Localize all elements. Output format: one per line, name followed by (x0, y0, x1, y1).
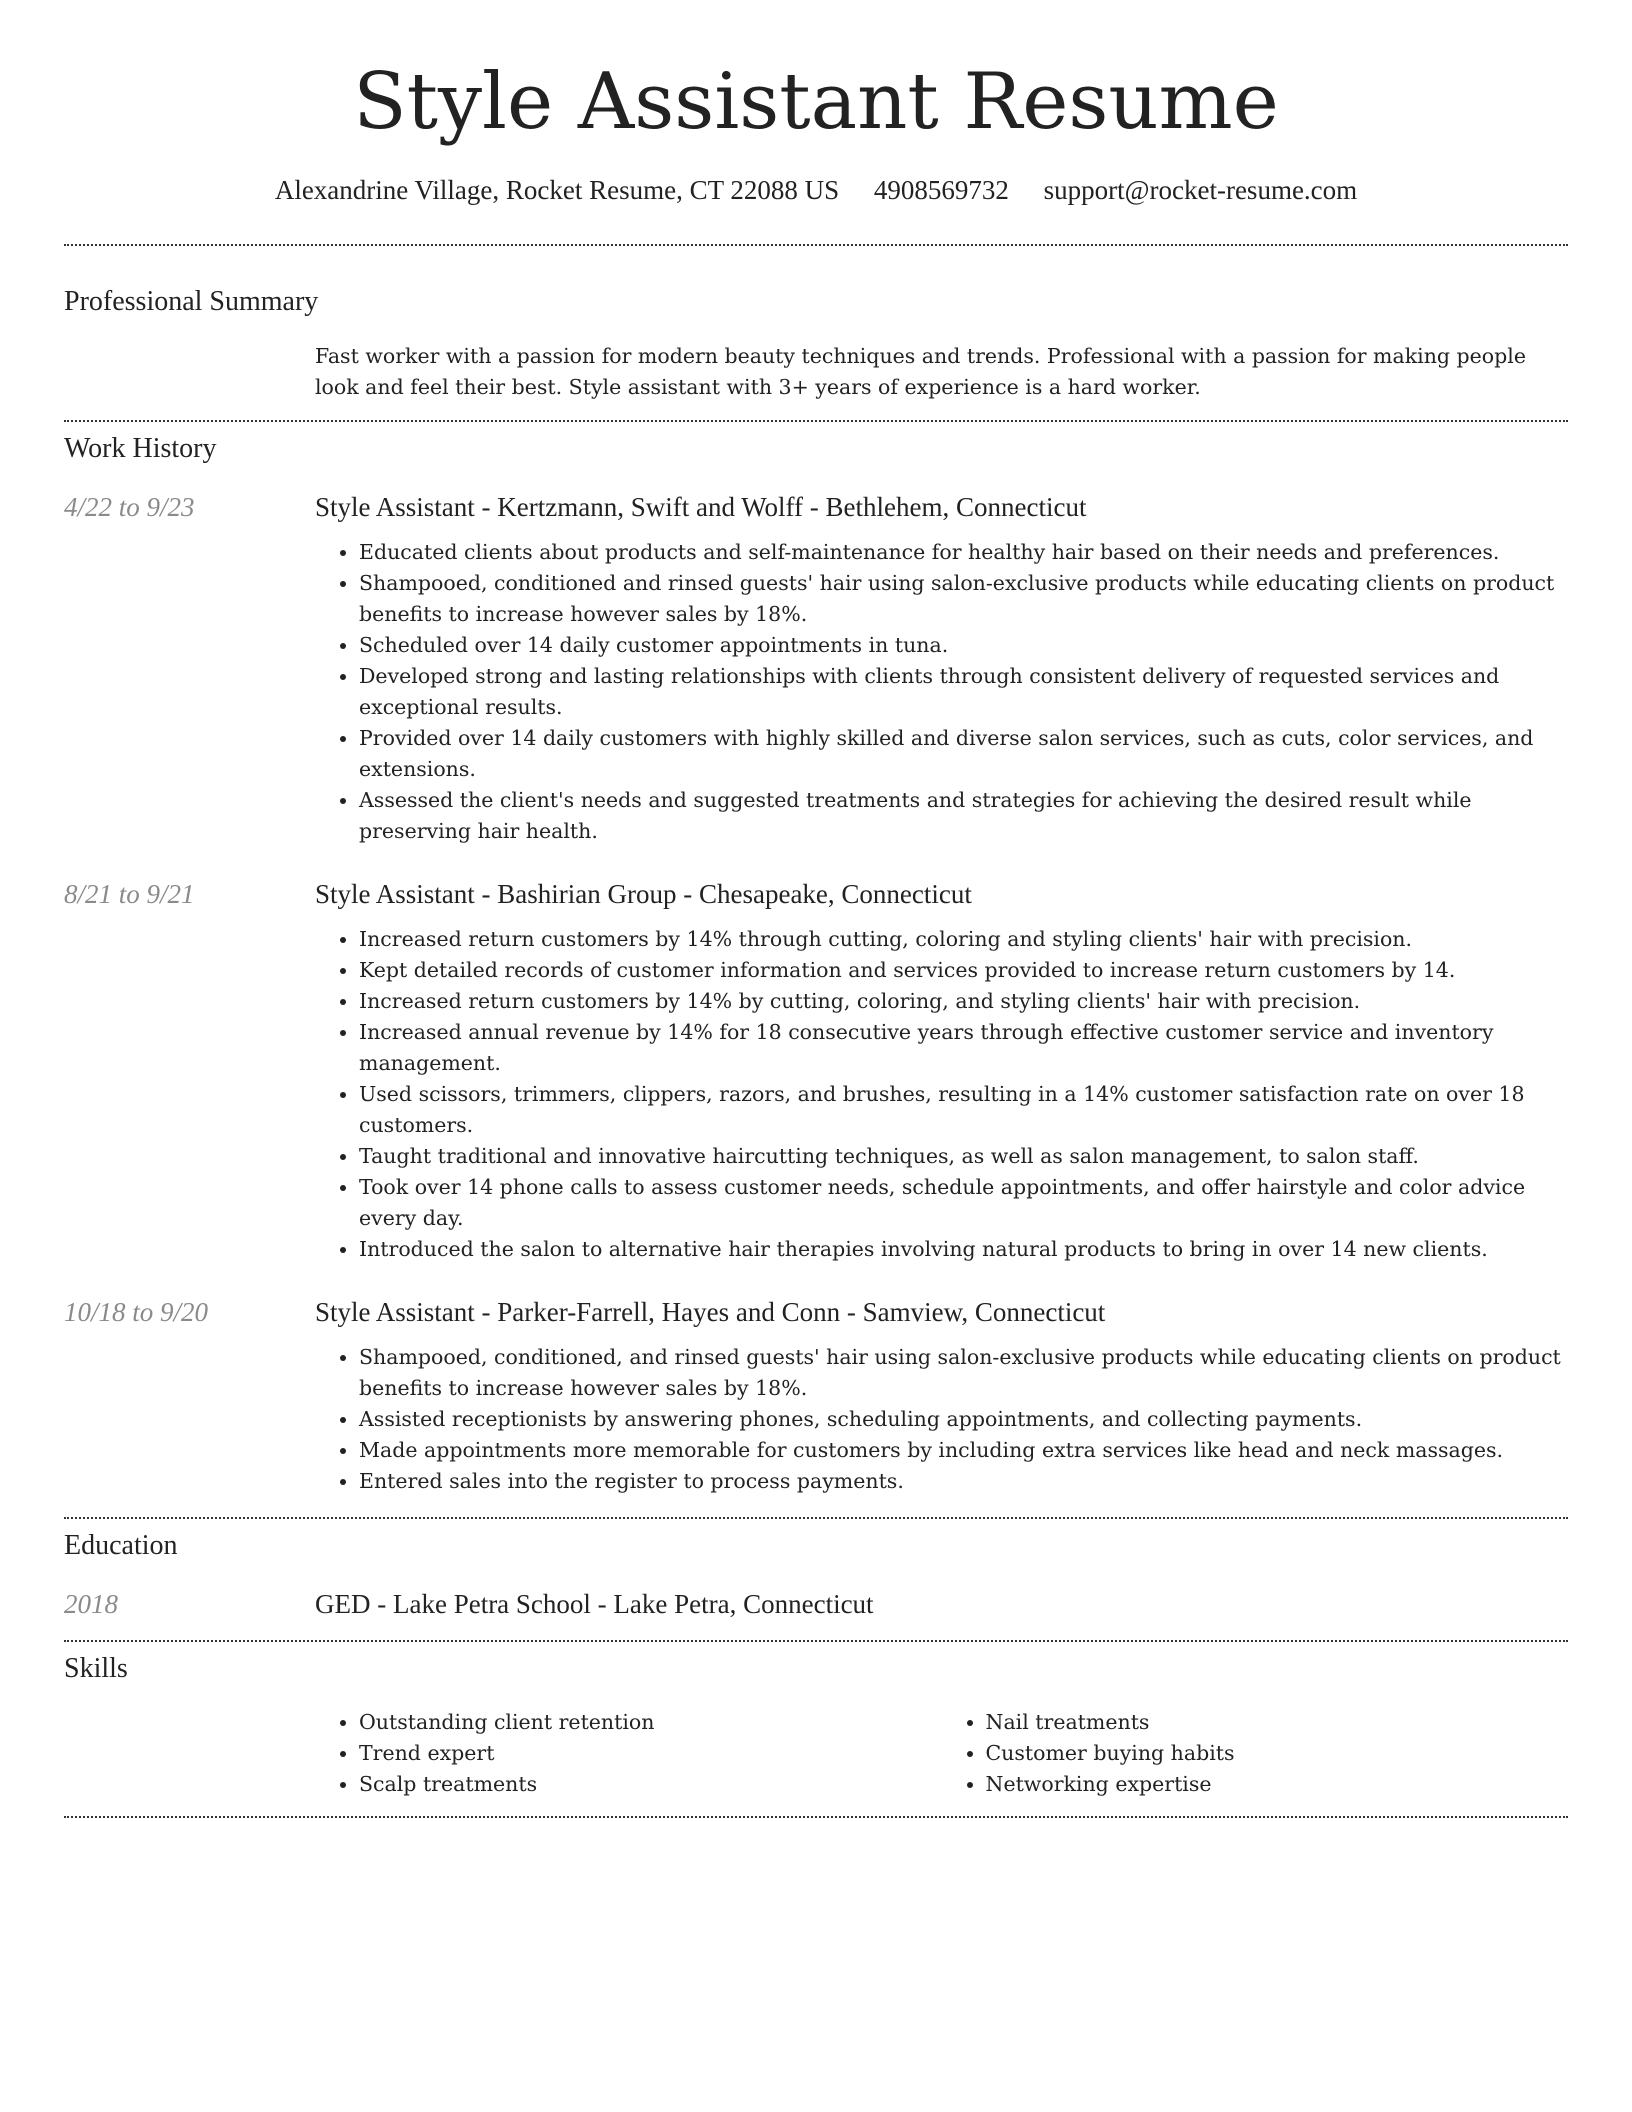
skills-column-right (942, 1707, 1569, 1800)
job-bullets (315, 537, 1568, 847)
job-bullets (315, 1342, 1568, 1497)
job-bullet: • Kept detailed records of customer information and services provided to increase return customers by 14. (359, 955, 1568, 986)
job-title: Style Assistant - Kertzmann, Swift and Wolff - Bethlehem, Connecticut (315, 492, 1087, 522)
job-bullet: • Made appointments more memorable for customers by including extra services like head and neck massages. (359, 1435, 1568, 1466)
job-bullet: • Assisted receptionists by answering phones, scheduling appointments, and collecting payments. (359, 1404, 1568, 1435)
divider (64, 1816, 1568, 1818)
work-history-heading: Work History (64, 433, 217, 464)
skill-item: • Outstanding client retention (359, 1707, 942, 1738)
divider (64, 1640, 1568, 1642)
skills-heading: Skills (64, 1653, 128, 1684)
job-details (315, 1295, 1568, 1497)
education-title: GED - Lake Petra School - Lake Petra, Connecticut (315, 1589, 874, 1619)
skill-item: • Customer buying habits (986, 1738, 1569, 1769)
divider (64, 1517, 1568, 1519)
resume-title: Style Assistant Resume (353, 57, 1279, 147)
skill-item: • Networking expertise (986, 1769, 1569, 1800)
job-bullets (315, 924, 1568, 1265)
job-details (315, 490, 1568, 847)
divider (64, 244, 1568, 246)
job-dates: 4/22 to 9/23 (64, 492, 195, 522)
job-dates: 8/21 to 9/21 (64, 879, 195, 909)
job-entry (64, 1295, 1568, 1497)
skill-item: • Scalp treatments (359, 1769, 942, 1800)
job-entry (64, 877, 1568, 1265)
job-bullet: • Educated clients about products and self-maintenance for healthy hair based on their needs and preferences. (359, 537, 1568, 568)
job-bullet: • Taught traditional and innovative haircutting techniques, as well as salon management, to salon staff. (359, 1141, 1568, 1172)
education-heading: Education (64, 1530, 178, 1561)
skills-list (315, 1707, 1568, 1800)
job-bullet: • Shampooed, conditioned and rinsed guests' hair using salon-exclusive products while educating clients on product benefits to increase however sales by 18%. (359, 568, 1568, 630)
contact-phone: 4908569732 (873, 175, 1009, 205)
job-dates: 10/18 to 9/20 (64, 1297, 209, 1327)
job-bullet: • Provided over 14 daily customers with highly skilled and diverse salon services, such as cuts, color services, and extensions. (359, 723, 1568, 785)
education-year: 2018 (64, 1589, 118, 1619)
job-details (315, 877, 1568, 1265)
job-title: Style Assistant - Parker-Farrell, Hayes and Conn - Samview, Connecticut (315, 1297, 1106, 1327)
contact-line (64, 174, 1568, 206)
job-bullet: • Increased return customers by 14% through cutting, coloring and styling clients' hair with precision. (359, 924, 1568, 955)
job-bullet: • Increased return customers by 14% by cutting, coloring, and styling clients' hair with precision. (359, 986, 1568, 1017)
skill-item: • Nail treatments (986, 1707, 1569, 1738)
job-bullet: • Entered sales into the register to process payments. (359, 1466, 1568, 1497)
job-bullet: • Scheduled over 14 daily customer appointments in tuna. (359, 630, 1568, 661)
summary-heading: Professional Summary (64, 286, 319, 317)
job-bullet: • Introduced the salon to alternative hair therapies involving natural products to bring in over 14 new clients. (359, 1234, 1568, 1265)
contact-address: Alexandrine Village, Rocket Resume, CT 22088 US (274, 175, 840, 205)
job-bullet: • Shampooed, conditioned, and rinsed guests' hair using salon-exclusive products while educating clients on product benefits to increase however sales by 18%. (359, 1342, 1568, 1404)
contact-email: support@rocket-resume.com (1043, 175, 1358, 205)
divider (64, 420, 1568, 422)
job-entry (64, 490, 1568, 847)
job-bullet: • Assessed the client's needs and suggested treatments and strategies for achieving the desired result while preserving hair health. (359, 785, 1568, 847)
job-bullet: • Increased annual revenue by 14% for 18 consecutive years through effective customer service and inventory management. (359, 1017, 1568, 1079)
skill-item: • Trend expert (359, 1738, 942, 1769)
job-bullet: • Developed strong and lasting relationships with clients through consistent delivery of requested services and exceptional results. (359, 661, 1568, 723)
skills-column-left (315, 1707, 942, 1800)
job-bullet: • Took over 14 phone calls to assess customer needs, schedule appointments, and offer hairstyle and color advice every day. (359, 1172, 1568, 1234)
summary-text: Fast worker with a passion for modern beauty techniques and trends. Professional with a passion for making people look and feel their best. Style assistant with 3+ years of experience is a hard worker. (315, 344, 1526, 399)
job-bullet: • Used scissors, trimmers, clippers, razors, and brushes, resulting in a 14% customer satisfaction rate on over 18 customers. (359, 1079, 1568, 1141)
education-entry (64, 1587, 1568, 1621)
job-title: Style Assistant - Bashirian Group - Chesapeake, Connecticut (315, 879, 972, 909)
